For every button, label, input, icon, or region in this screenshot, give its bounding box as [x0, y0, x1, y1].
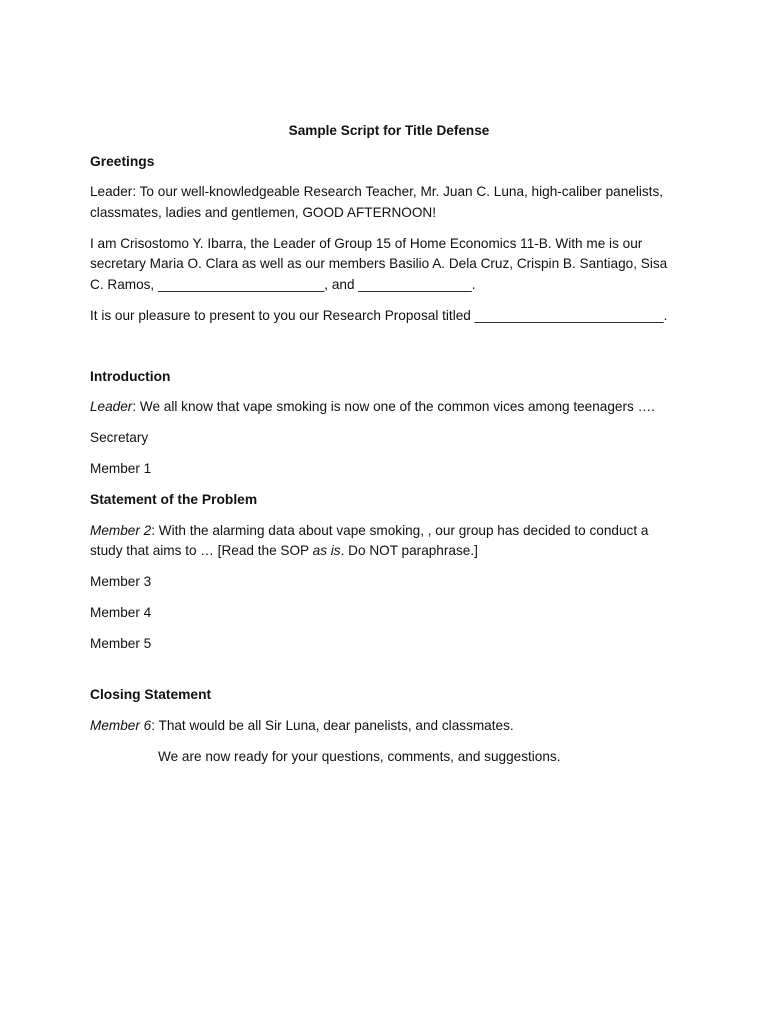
problem-member-5: Member 5: [90, 636, 152, 651]
leader-text: : We all know that vape smoking is now one of the common vices among teenagers ….: [132, 399, 655, 414]
introduction-member-1: Member 1: [90, 461, 152, 476]
document-body: [90, 121, 680, 778]
introduction-secretary: Secretary: [90, 430, 149, 445]
greetings-paragraph-1: Leader: To our well-knowledgeable Research Teacher, Mr. Juan C. Luna, high-caliber panelists, classmates, ladies and gentlemen, GOOD AFTERNOON!: [90, 184, 664, 220]
problem-member-4: Member 4: [90, 605, 152, 620]
introduction-leader-line: [90, 397, 680, 418]
problem-member-3: Member 3: [90, 574, 152, 589]
section-spacer: [90, 337, 680, 367]
greetings-paragraph-3: It is our pleasure to present to you our Research Proposal titled _________________________.: [90, 307, 668, 323]
heading-statement-of-problem: Statement of the Problem: [90, 492, 258, 507]
member-2-label: Member 2: [90, 522, 152, 538]
problem-member-2-line: [90, 521, 680, 562]
heading-greetings: Greetings: [90, 153, 155, 169]
heading-introduction: Introduction: [90, 368, 171, 384]
closing-member-6-line: [90, 716, 680, 737]
member-6-text: : That would be all Sir Luna, dear panelists, and classmates.: [151, 717, 514, 733]
leader-label: Leader: [90, 399, 133, 414]
document-title: Sample Script for Title Defense: [288, 123, 490, 138]
member-2-text-a: : With the alarming data about vape smoking, , our group has decided to conduct a study that aims to … [Read the SOP: [90, 522, 649, 558]
closing-ready-text: We are now ready for your questions, comments, and suggestions.: [158, 748, 561, 764]
member-6-label: Member 6: [90, 717, 152, 733]
member-2-text-b: . Do NOT paraphrase.]: [340, 543, 478, 558]
greetings-paragraph-2: I am Crisostomo Y. Ibarra, the Leader of Group 15 of Home Economics 11-B. With me is our secretary Maria O. Clara as well as our members Basilio A. Dela Cruz, Crispin B. Santiago, Sisa C. Ramos, ______________________, and _______________.: [90, 235, 668, 292]
section-spacer: [90, 665, 680, 685]
heading-closing-statement: Closing Statement: [90, 687, 212, 702]
member-2-text-em: as is: [312, 543, 341, 558]
